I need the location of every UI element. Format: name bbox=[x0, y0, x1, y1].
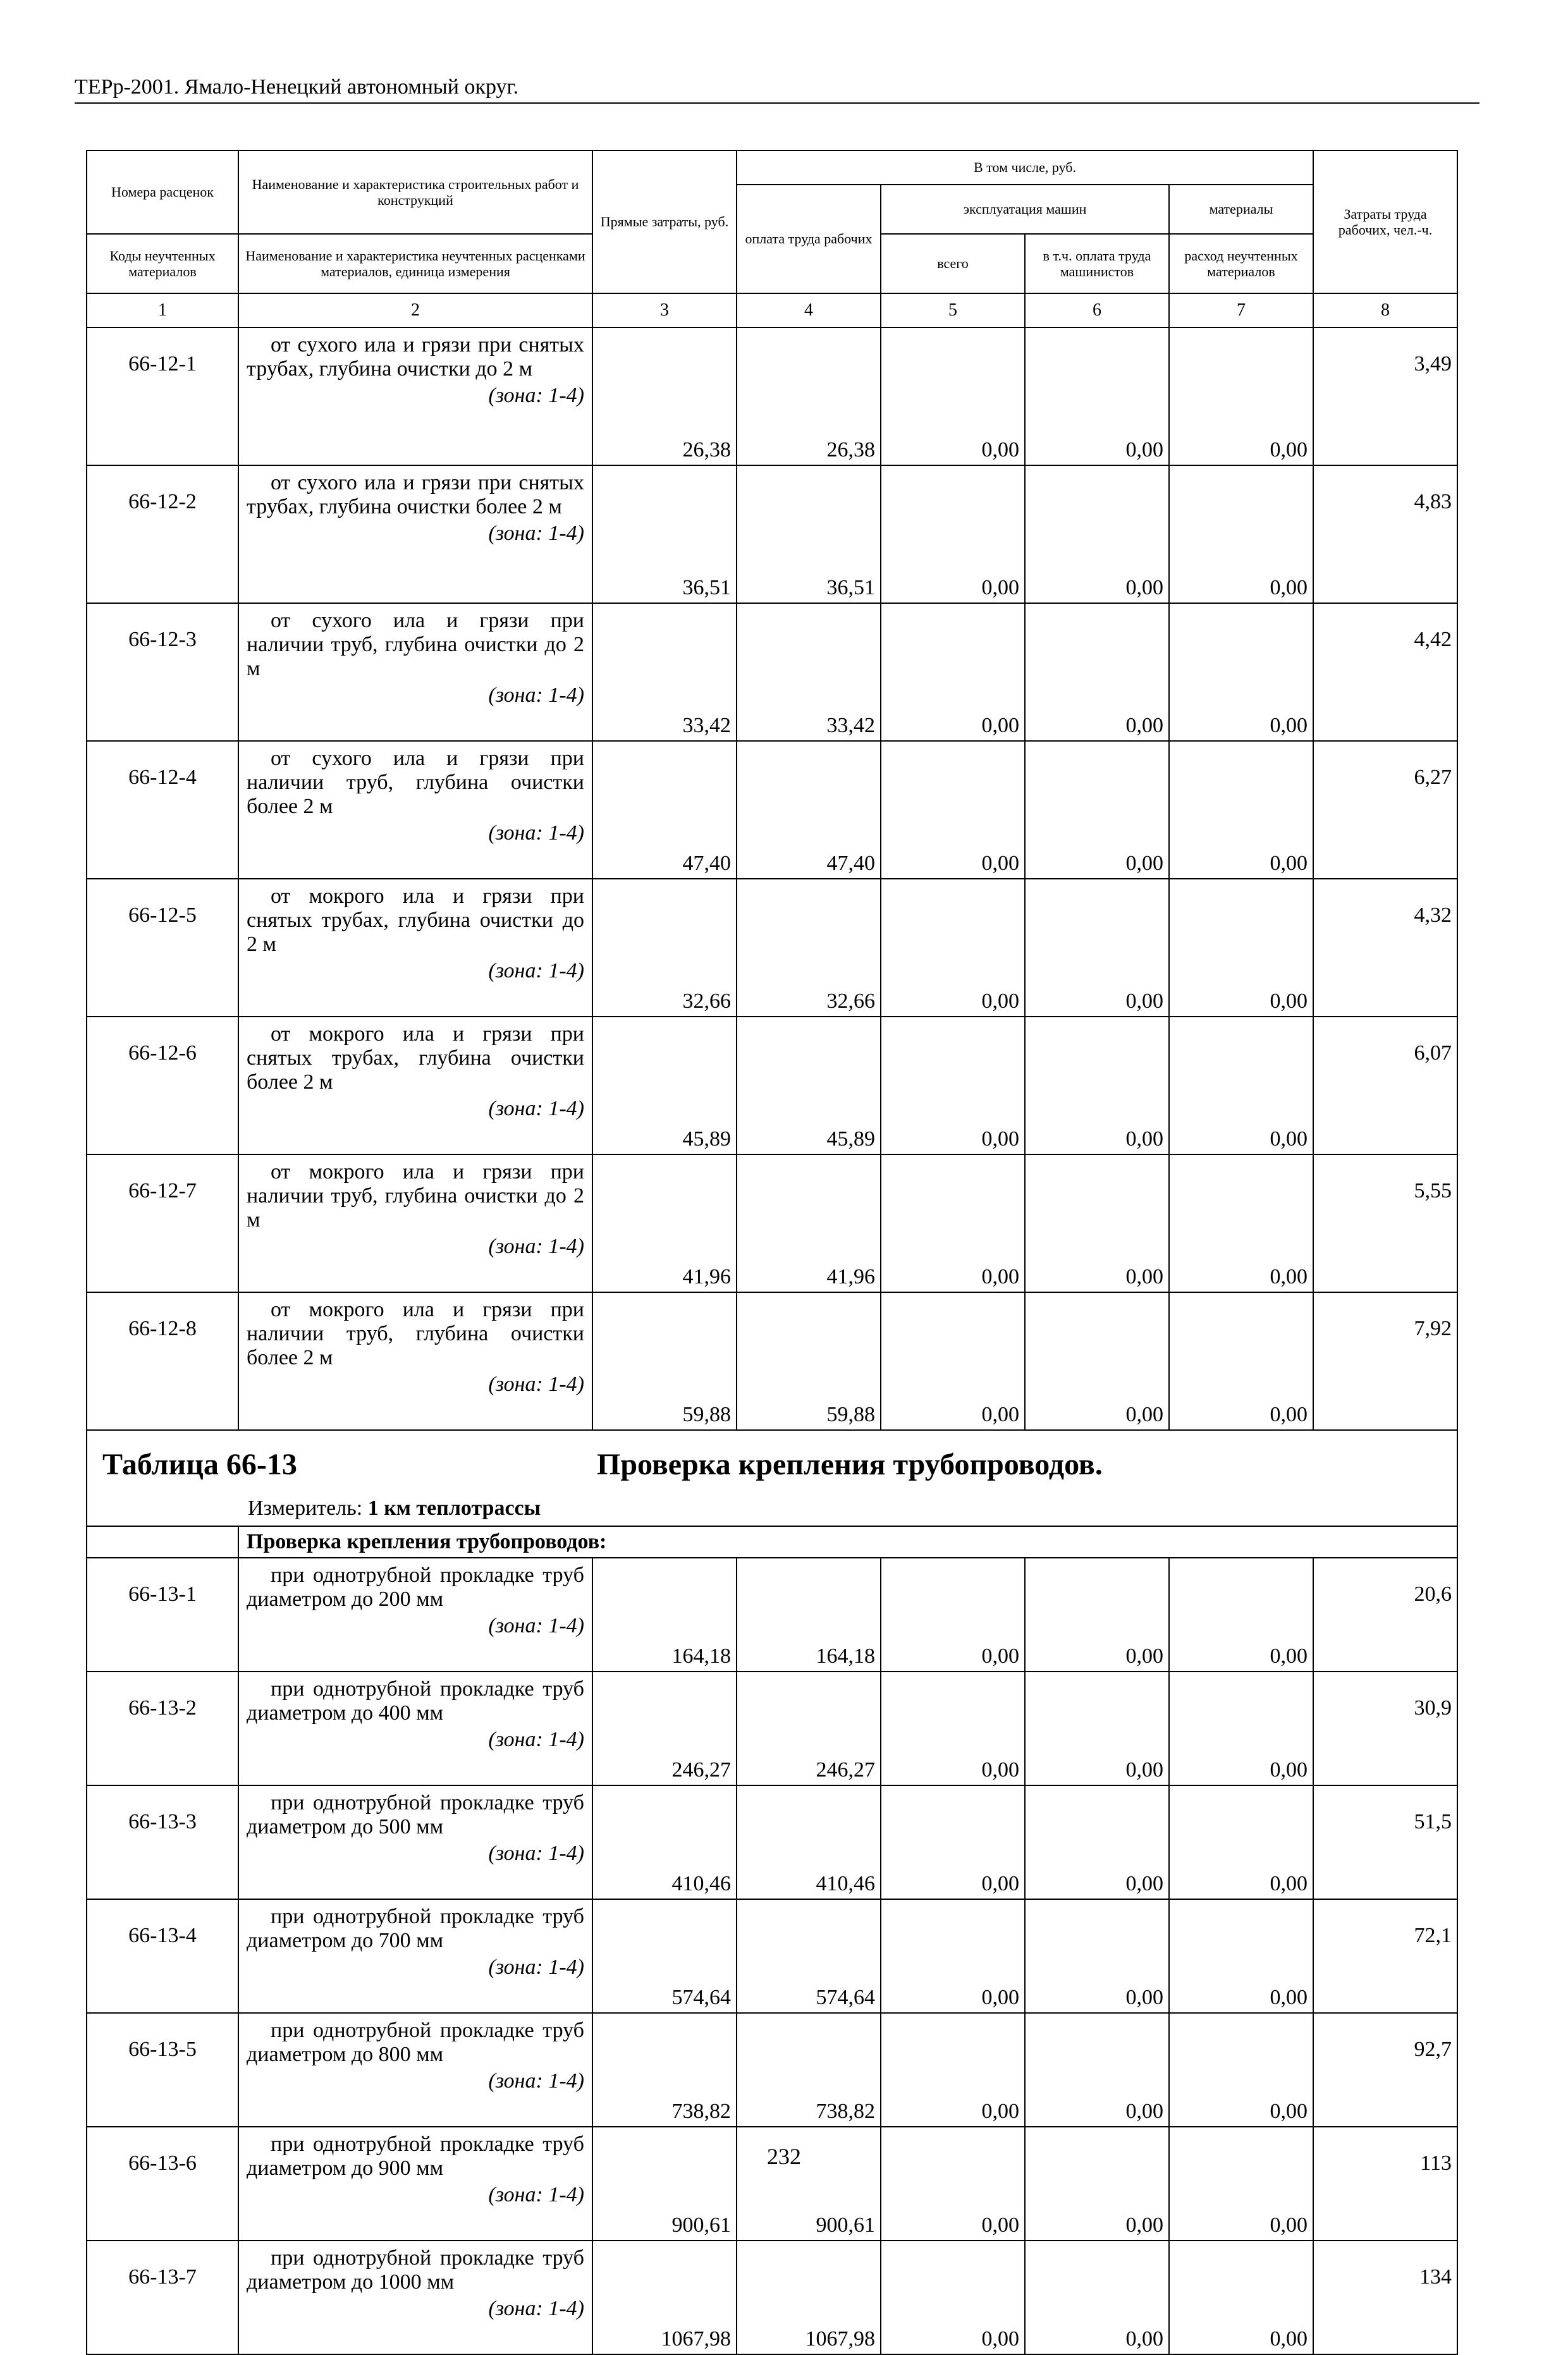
labor-hours: 3,49 bbox=[1313, 327, 1457, 465]
labor-pay: 45,89 bbox=[737, 1017, 881, 1154]
direct-costs: 26,38 bbox=[592, 327, 737, 465]
work-name: при однотрубной прокладке труб диаметром до 1000 мм bbox=[247, 2246, 584, 2294]
zone-label: (зона: 1-4) bbox=[488, 1097, 584, 1121]
machines-incl-operators: 0,00 bbox=[1025, 1292, 1169, 1430]
section-title: Проверка крепления трубопроводов: bbox=[238, 1526, 1457, 1558]
col-number: 2 bbox=[238, 293, 592, 327]
work-name: от сухого ила и грязи при наличии труб, глубина очистки более 2 м bbox=[247, 747, 584, 819]
materials-consumption: 0,00 bbox=[1169, 1899, 1313, 2013]
labor-pay: 32,66 bbox=[737, 879, 881, 1017]
machines-total: 0,00 bbox=[881, 1154, 1025, 1292]
machines-incl-operators: 0,00 bbox=[1025, 1899, 1169, 2013]
machines-incl-operators: 0,00 bbox=[1025, 1785, 1169, 1899]
direct-costs: 410,46 bbox=[592, 1785, 737, 1899]
materials-consumption: 0,00 bbox=[1169, 603, 1313, 741]
labor-hours: 20,6 bbox=[1313, 1558, 1457, 1672]
labor-hours: 6,27 bbox=[1313, 741, 1457, 879]
rate-code: 66-13-4 bbox=[87, 1899, 238, 2013]
direct-costs: 33,42 bbox=[592, 603, 737, 741]
rate-code: 66-13-7 bbox=[87, 2241, 238, 2354]
work-name: при однотрубной прокладке труб диаметром до 800 мм bbox=[247, 2019, 584, 2067]
work-name: при однотрубной прокладке труб диаметром до 400 мм bbox=[247, 1677, 584, 1725]
materials-consumption: 0,00 bbox=[1169, 1017, 1313, 1154]
table-row bbox=[87, 1558, 1457, 1672]
direct-costs: 45,89 bbox=[592, 1017, 737, 1154]
table-title-cell bbox=[87, 1430, 1457, 1526]
rate-code: 66-12-3 bbox=[87, 603, 238, 741]
machines-total: 0,00 bbox=[881, 1292, 1025, 1430]
table-number: Таблица 66-13 bbox=[102, 1448, 297, 1481]
header-row-1 bbox=[87, 150, 1457, 185]
table-row bbox=[87, 327, 1457, 465]
machines-total: 0,00 bbox=[881, 879, 1025, 1017]
work-description bbox=[238, 2013, 592, 2127]
materials-consumption: 0,00 bbox=[1169, 2127, 1313, 2241]
work-description bbox=[238, 879, 592, 1017]
direct-costs: 41,96 bbox=[592, 1154, 737, 1292]
header-machines-total: всего bbox=[881, 234, 1025, 293]
work-name: от сухого ила и грязи при снятых трубах, глубина очистки более 2 м bbox=[247, 471, 584, 519]
direct-costs: 574,64 bbox=[592, 1899, 737, 2013]
materials-consumption: 0,00 bbox=[1169, 1558, 1313, 1672]
table-row bbox=[87, 1292, 1457, 1430]
work-name: от мокрого ила и грязи при наличии труб, глубина очистки до 2 м bbox=[247, 1160, 584, 1232]
work-description bbox=[238, 1017, 592, 1154]
labor-hours: 4,42 bbox=[1313, 603, 1457, 741]
measure-label: Измеритель: bbox=[248, 1496, 363, 1520]
zone-label: (зона: 1-4) bbox=[488, 384, 584, 408]
materials-consumption: 0,00 bbox=[1169, 879, 1313, 1017]
rate-code: 66-12-8 bbox=[87, 1292, 238, 1430]
direct-costs: 246,27 bbox=[592, 1672, 737, 1785]
table-row bbox=[87, 2241, 1457, 2354]
materials-consumption: 0,00 bbox=[1169, 327, 1313, 465]
work-name: при однотрубной прокладке труб диаметром до 500 мм bbox=[247, 1791, 584, 1839]
rate-code: 66-12-4 bbox=[87, 741, 238, 879]
machines-total: 0,00 bbox=[881, 741, 1025, 879]
work-description bbox=[238, 1899, 592, 2013]
work-description bbox=[238, 327, 592, 465]
table-row bbox=[87, 879, 1457, 1017]
table-row bbox=[87, 1899, 1457, 2013]
direct-costs: 1067,98 bbox=[592, 2241, 737, 2354]
machines-incl-operators: 0,00 bbox=[1025, 1017, 1169, 1154]
rate-code: 66-12-6 bbox=[87, 1017, 238, 1154]
work-name: от мокрого ила и грязи при снятых трубах, глубина очистки до 2 м bbox=[247, 884, 584, 957]
col-number: 8 bbox=[1313, 293, 1457, 327]
machines-total: 0,00 bbox=[881, 1785, 1025, 1899]
zone-label: (зона: 1-4) bbox=[488, 959, 584, 983]
header-consumption: расход неучтенных материалов bbox=[1169, 234, 1313, 293]
materials-consumption: 0,00 bbox=[1169, 465, 1313, 603]
machines-total: 0,00 bbox=[881, 465, 1025, 603]
labor-pay: 410,46 bbox=[737, 1785, 881, 1899]
machines-incl-operators: 0,00 bbox=[1025, 327, 1169, 465]
labor-hours: 7,92 bbox=[1313, 1292, 1457, 1430]
col-number: 1 bbox=[87, 293, 238, 327]
section-row bbox=[87, 1526, 1457, 1558]
materials-consumption: 0,00 bbox=[1169, 1154, 1313, 1292]
machines-total: 0,00 bbox=[881, 1558, 1025, 1672]
work-description bbox=[238, 2241, 592, 2354]
page-number: 232 bbox=[767, 2144, 801, 2169]
labor-pay: 26,38 bbox=[737, 327, 881, 465]
rate-code: 66-13-6 bbox=[87, 2127, 238, 2241]
rate-code: 66-12-5 bbox=[87, 879, 238, 1017]
machines-total: 0,00 bbox=[881, 327, 1025, 465]
machines-incl-operators: 0,00 bbox=[1025, 465, 1169, 603]
labor-hours: 92,7 bbox=[1313, 2013, 1457, 2127]
measure-line bbox=[248, 1496, 541, 1520]
materials-consumption: 0,00 bbox=[1169, 1672, 1313, 1785]
zone-label: (зона: 1-4) bbox=[488, 1614, 584, 1638]
machines-total: 0,00 bbox=[881, 1899, 1025, 2013]
machines-total: 0,00 bbox=[881, 1672, 1025, 1785]
table-row bbox=[87, 1672, 1457, 1785]
labor-hours: 134 bbox=[1313, 2241, 1457, 2354]
table-row bbox=[87, 2013, 1457, 2127]
machines-incl-operators: 0,00 bbox=[1025, 2241, 1169, 2354]
zone-label: (зона: 1-4) bbox=[488, 2069, 584, 2093]
labor-pay: 164,18 bbox=[737, 1558, 881, 1672]
direct-costs: 36,51 bbox=[592, 465, 737, 603]
zone-label: (зона: 1-4) bbox=[488, 1373, 584, 1397]
labor-pay: 574,64 bbox=[737, 1899, 881, 2013]
labor-pay: 47,40 bbox=[737, 741, 881, 879]
direct-costs: 164,18 bbox=[592, 1558, 737, 1672]
zone-label: (зона: 1-4) bbox=[488, 2297, 584, 2321]
labor-hours: 5,55 bbox=[1313, 1154, 1457, 1292]
rate-code: 66-12-7 bbox=[87, 1154, 238, 1292]
header-material-name: Наименование и характеристика неучтенных расценками материалов, единица измерения bbox=[238, 234, 592, 293]
table-row bbox=[87, 1785, 1457, 1899]
header-incl-operators: в т.ч. оплата труда машинистов bbox=[1025, 234, 1169, 293]
zone-label: (зона: 1-4) bbox=[488, 821, 584, 845]
zone-label: (зона: 1-4) bbox=[488, 2183, 584, 2207]
machines-incl-operators: 0,00 bbox=[1025, 879, 1169, 1017]
page-header: ТЕРр-2001. Ямало-Ненецкий автономный округ. bbox=[75, 75, 519, 99]
rate-code: 66-13-5 bbox=[87, 2013, 238, 2127]
col-number: 4 bbox=[737, 293, 881, 327]
direct-costs: 59,88 bbox=[592, 1292, 737, 1430]
section-code-cell bbox=[87, 1526, 238, 1558]
header-rule bbox=[75, 102, 1479, 104]
labor-pay: 246,27 bbox=[737, 1672, 881, 1785]
table-title-row bbox=[87, 1430, 1457, 1526]
zone-label: (зона: 1-4) bbox=[488, 1842, 584, 1866]
work-name: при однотрубной прокладке труб диаметром до 700 мм bbox=[247, 1905, 584, 1953]
header-labor-pay: оплата труда рабочих bbox=[737, 185, 881, 293]
machines-incl-operators: 0,00 bbox=[1025, 1558, 1169, 1672]
work-description bbox=[238, 1785, 592, 1899]
work-description bbox=[238, 465, 592, 603]
table-row bbox=[87, 741, 1457, 879]
work-description bbox=[238, 1154, 592, 1292]
labor-pay: 738,82 bbox=[737, 2013, 881, 2127]
machines-total: 0,00 bbox=[881, 1017, 1025, 1154]
materials-consumption: 0,00 bbox=[1169, 2013, 1313, 2127]
work-name: от мокрого ила и грязи при снятых трубах, глубина очистки более 2 м bbox=[247, 1022, 584, 1094]
work-name: от сухого ила и грязи при наличии труб, глубина очистки до 2 м bbox=[247, 609, 584, 681]
table-row bbox=[87, 465, 1457, 603]
direct-costs: 738,82 bbox=[592, 2013, 737, 2127]
machines-total: 0,00 bbox=[881, 2013, 1025, 2127]
col-number: 3 bbox=[592, 293, 737, 327]
direct-costs: 900,61 bbox=[592, 2127, 737, 2241]
header-direct-costs: Прямые затраты, руб. bbox=[592, 150, 737, 293]
work-name: от сухого ила и грязи при снятых трубах, глубина очистки до 2 м bbox=[247, 333, 584, 381]
rate-code: 66-12-1 bbox=[87, 327, 238, 465]
rate-code: 66-12-2 bbox=[87, 465, 238, 603]
materials-consumption: 0,00 bbox=[1169, 741, 1313, 879]
table-title: Проверка крепления трубопроводов. bbox=[597, 1448, 1103, 1481]
machines-incl-operators: 0,00 bbox=[1025, 1154, 1169, 1292]
machines-total: 0,00 bbox=[881, 2241, 1025, 2354]
labor-pay: 33,42 bbox=[737, 603, 881, 741]
table-row bbox=[87, 1154, 1457, 1292]
machines-total: 0,00 bbox=[881, 603, 1025, 741]
labor-hours: 51,5 bbox=[1313, 1785, 1457, 1899]
measure-value: 1 км теплотрассы bbox=[367, 1496, 541, 1520]
header-including: В том числе, руб. bbox=[737, 150, 1313, 185]
labor-hours: 6,07 bbox=[1313, 1017, 1457, 1154]
work-name: при однотрубной прокладке труб диаметром до 200 мм bbox=[247, 1563, 584, 1612]
labor-hours: 4,32 bbox=[1313, 879, 1457, 1017]
work-description bbox=[238, 741, 592, 879]
header-codes: Коды неучтенных материалов bbox=[87, 234, 238, 293]
rate-code: 66-13-1 bbox=[87, 1558, 238, 1672]
labor-hours: 72,1 bbox=[1313, 1899, 1457, 2013]
work-description bbox=[238, 1292, 592, 1430]
labor-pay: 41,96 bbox=[737, 1154, 881, 1292]
direct-costs: 47,40 bbox=[592, 741, 737, 879]
work-description bbox=[238, 1558, 592, 1672]
table-title-block bbox=[87, 1431, 1457, 1526]
column-numbers-row bbox=[87, 293, 1457, 327]
machines-incl-operators: 0,00 bbox=[1025, 2127, 1169, 2241]
header-machines: эксплуатация машин bbox=[881, 185, 1169, 234]
machines-total: 0,00 bbox=[881, 2127, 1025, 2241]
header-labor-costs: Затраты труда рабочих, чел.-ч. bbox=[1313, 150, 1457, 293]
zone-label: (зона: 1-4) bbox=[488, 683, 584, 707]
direct-costs: 32,66 bbox=[592, 879, 737, 1017]
table-row bbox=[87, 1017, 1457, 1154]
table-row bbox=[87, 603, 1457, 741]
machines-incl-operators: 0,00 bbox=[1025, 603, 1169, 741]
machines-incl-operators: 0,00 bbox=[1025, 1672, 1169, 1785]
col-number: 6 bbox=[1025, 293, 1169, 327]
work-name: от мокрого ила и грязи при наличии труб, глубина очистки более 2 м bbox=[247, 1298, 584, 1370]
labor-hours: 4,83 bbox=[1313, 465, 1457, 603]
labor-hours: 113 bbox=[1313, 2127, 1457, 2241]
col-number: 5 bbox=[881, 293, 1025, 327]
machines-incl-operators: 0,00 bbox=[1025, 2013, 1169, 2127]
zone-label: (зона: 1-4) bbox=[488, 1728, 584, 1752]
machines-incl-operators: 0,00 bbox=[1025, 741, 1169, 879]
materials-consumption: 0,00 bbox=[1169, 1785, 1313, 1899]
labor-pay: 1067,98 bbox=[737, 2241, 881, 2354]
rate-code: 66-13-2 bbox=[87, 1672, 238, 1785]
materials-consumption: 0,00 bbox=[1169, 2241, 1313, 2354]
labor-hours: 30,9 bbox=[1313, 1672, 1457, 1785]
work-description bbox=[238, 1672, 592, 1785]
work-name: при однотрубной прокладке труб диаметром до 900 мм bbox=[247, 2132, 584, 2181]
header-rate-numbers: Номера расценок bbox=[87, 150, 238, 234]
work-description bbox=[238, 603, 592, 741]
labor-pay: 36,51 bbox=[737, 465, 881, 603]
header-work-name: Наименование и характеристика строительных работ и конструкций bbox=[238, 150, 592, 234]
header-materials: материалы bbox=[1169, 185, 1313, 234]
col-number: 7 bbox=[1169, 293, 1313, 327]
labor-pay: 59,88 bbox=[737, 1292, 881, 1430]
materials-consumption: 0,00 bbox=[1169, 1292, 1313, 1430]
rates-table bbox=[86, 150, 1458, 2355]
labor-pay: 900,61 bbox=[737, 2127, 881, 2241]
zone-label: (зона: 1-4) bbox=[488, 1235, 584, 1259]
rate-code: 66-13-3 bbox=[87, 1785, 238, 1899]
zone-label: (зона: 1-4) bbox=[488, 1955, 584, 1979]
zone-label: (зона: 1-4) bbox=[488, 522, 584, 546]
